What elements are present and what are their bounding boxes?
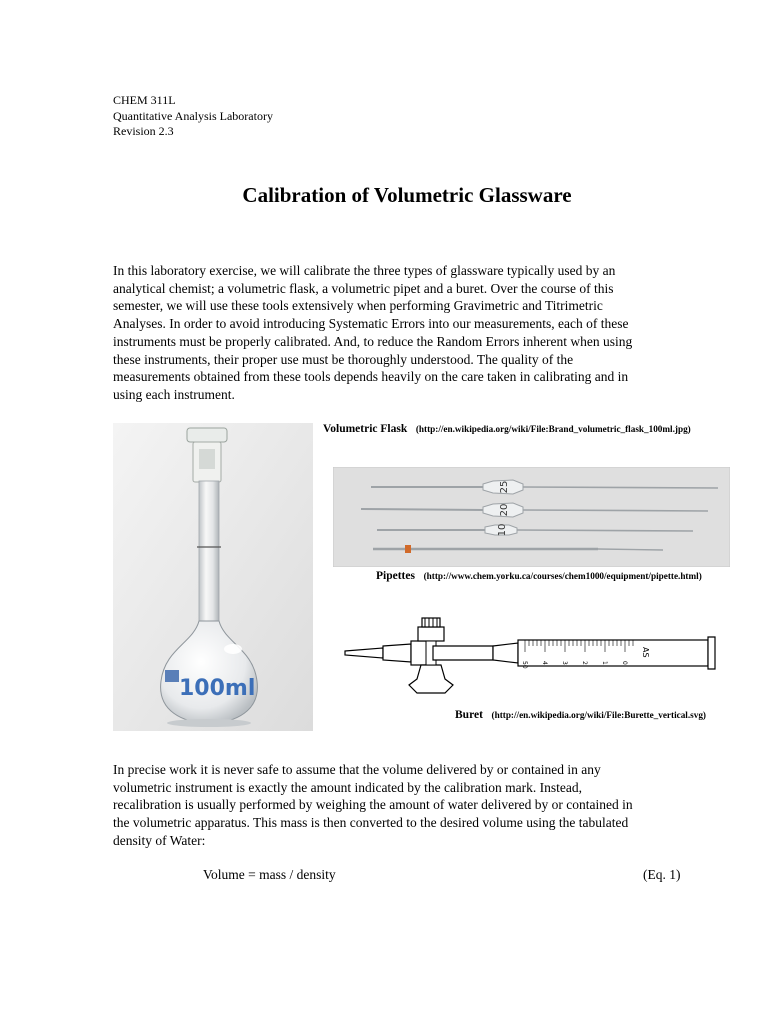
pipettes-image — [333, 467, 730, 567]
pipette-20-label: 20 — [499, 503, 510, 517]
svg-text:AS: AS — [641, 647, 650, 658]
svg-text:0: 0 — [621, 661, 628, 665]
svg-text:4: 4 — [541, 661, 548, 665]
lab-name: Quantitative Analysis Laboratory — [113, 108, 273, 123]
pipettes-caption-title: Pipettes — [376, 570, 415, 582]
body-line: the volumetric apparatus. This mass is then converted to the desired volume using the tabulated — [113, 815, 629, 831]
body-line: volumetric instrument is exactly the amount indicated by the calibration mark. Instead, — [113, 779, 582, 795]
buret-caption-title: Buret — [455, 709, 483, 721]
intro-line: these instruments, their proper use must be thoroughly understood. The quality of the — [113, 351, 574, 367]
pipette-10-label: 10 — [497, 523, 508, 537]
flask-caption-url: (http://en.wikipedia.org/wiki/File:Brand_volumetric_flask_100ml.jpg) — [415, 424, 691, 434]
svg-text:1: 1 — [601, 661, 608, 665]
equation-1-label: (Eq. 1) — [643, 867, 681, 882]
pipette-25-label: 25 — [499, 480, 510, 494]
buret-drawing — [343, 615, 723, 697]
equation-1: Volume = mass / density — [203, 867, 336, 882]
flask-caption-title: Volumetric Flask — [323, 423, 408, 435]
calibration-paragraph — [113, 761, 713, 850]
document-header — [113, 93, 273, 140]
svg-text:50: 50 — [521, 661, 528, 669]
intro-line: analytical chemist; a volumetric flask, a volumetric pipet and a buret. Over the course of this — [113, 280, 614, 296]
pipettes-caption — [376, 570, 702, 582]
intro-line: In this laboratory exercise, we will calibrate the three types of glassware typically used by an — [113, 263, 616, 278]
body-line: recalibration is usually performed by weighing the amount of water delivered by or contained in — [113, 797, 633, 813]
buret-caption — [455, 709, 706, 721]
svg-text:2: 2 — [581, 661, 588, 665]
flask-caption — [323, 423, 691, 435]
intro-line: measurements obtained from these tools depends heavily on the care taken in calibrating and in — [113, 369, 629, 385]
buret-caption-url: (http://en.wikipedia.org/wiki/File:Burette_vertical.svg) — [491, 710, 706, 720]
intro-line: Analyses. In order to avoid introducing Systematic Errors into our measurements, each of these — [113, 316, 629, 332]
intro-line: using each instrument. — [113, 386, 235, 402]
svg-text:3: 3 — [561, 661, 568, 665]
intro-line: semester, we will use these tools extensively when performing Gravimetric and Titrimetric — [113, 298, 603, 314]
intro-line: instruments must be properly calibrated. And, to reduce the Random Errors inherent when using — [113, 333, 633, 349]
intro-paragraph — [113, 262, 713, 404]
body-line: In precise work it is never safe to assume that the volume delivered by or contained in any — [113, 762, 601, 777]
page-title: Calibration of Volumetric Glassware — [242, 183, 572, 207]
course-code: CHEM 311L — [113, 93, 176, 107]
revision-label: Revision 2.3 — [113, 124, 174, 138]
pipettes-caption-url: (http://www.chem.yorku.ca/courses/chem1000/equipment/pipette.html) — [423, 571, 702, 581]
volumetric-flask-image — [113, 423, 313, 731]
flask-volume-label: 100ml — [179, 676, 256, 701]
body-line: density of Water: — [113, 832, 206, 848]
